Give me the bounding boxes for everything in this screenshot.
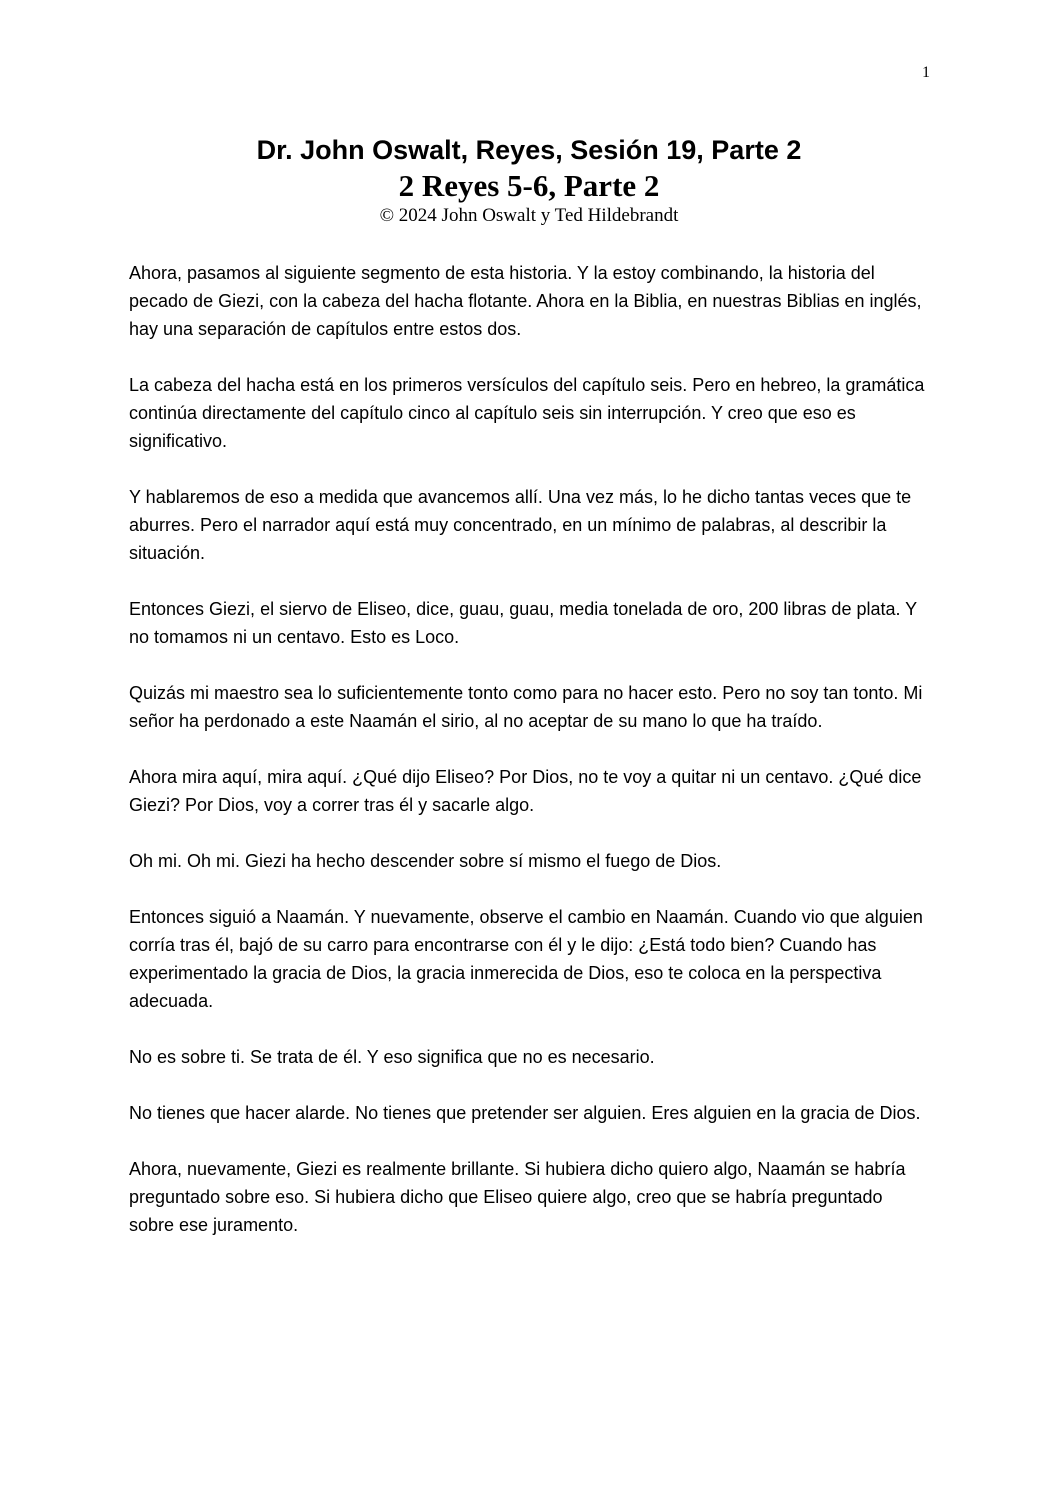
document-body — [129, 259, 929, 1267]
document-title: Dr. John Oswalt, Reyes, Sesión 19, Parte 2 — [256, 135, 802, 165]
paragraph: Y hablaremos de eso a medida que avancemos allí. Una vez más, lo he dicho tantas veces que te aburres. Pero el narrador aquí está muy concentrado, en un mínimo de palabras, al describir la situación. — [129, 487, 912, 563]
paragraph: Ahora mira aquí, mira aquí. ¿Qué dijo Eliseo? Por Dios, no te voy a quitar ni un centavo. ¿Qué dice Giezi? Por Dios, voy a correr tras él y sacarle algo. — [129, 767, 922, 815]
paragraph: No es sobre ti. Se trata de él. Y eso significa que no es necesario. — [129, 1047, 655, 1067]
copyright-line: © 2024 John Oswalt y Ted Hildebrandt — [379, 205, 679, 226]
paragraph: Quizás mi maestro sea lo suficientemente tonto como para no hacer esto. Pero no soy tan tonto. Mi señor ha perdonado a este Naamán el sirio, al no aceptar de su mano lo que ha traído. — [129, 683, 923, 731]
paragraph: Entonces Giezi, el siervo de Eliseo, dice, guau, guau, media tonelada de oro, 200 libras de plata. Y no tomamos ni un centavo. Esto es Loco. — [129, 599, 917, 647]
paragraph: La cabeza del hacha está en los primeros versículos del capítulo seis. Pero en hebreo, la gramática continúa directamente del capítulo cinco al capítulo seis sin interrupción. Y creo que eso es significativo. — [129, 375, 925, 451]
paragraph: Ahora, pasamos al siguiente segmento de esta historia. Y la estoy combinando, la historia del pecado de Giezi, con la cabeza del hacha flotante. Ahora en la Biblia, en nuestras Biblias en inglés, hay una separación de capítulos entre estos dos. — [129, 263, 922, 339]
paragraph: Entonces siguió a Naamán. Y nuevamente, observe el cambio en Naamán. Cuando vio que alguien corría tras él, bajó de su carro para encontrarse con él y le dijo: ¿Está todo bien? Cuando has experimentado la gracia de Dios, la gracia inmerecida de Dios, eso te coloca en la perspectiva adecuada. — [129, 907, 923, 1011]
document-header — [0, 132, 1058, 228]
page-number: 1 — [922, 64, 930, 81]
paragraph: Ahora, nuevamente, Giezi es realmente brillante. Si hubiera dicho quiero algo, Naamán se habría preguntado sobre eso. Si hubiera dicho que Eliseo quiere algo, creo que se habría preguntado sobre ese juramento. — [129, 1159, 906, 1235]
document-subtitle: 2 Reyes 5-6, Parte 2 — [398, 168, 660, 203]
paragraph: No tienes que hacer alarde. No tienes que pretender ser alguien. Eres alguien en la gracia de Dios. — [129, 1103, 921, 1123]
paragraph: Oh mi. Oh mi. Giezi ha hecho descender sobre sí mismo el fuego de Dios. — [129, 851, 722, 871]
